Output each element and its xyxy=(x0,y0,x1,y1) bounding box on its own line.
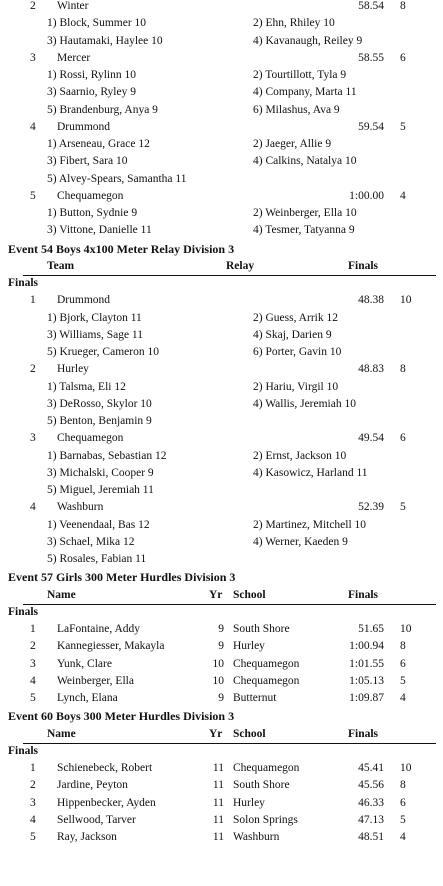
event54-section xyxy=(0,275,443,292)
relay-member: 4) Company, Marta 11 xyxy=(253,86,357,99)
athlete-name: Weinberger, Ella xyxy=(57,674,134,687)
event60-title xyxy=(0,708,443,725)
finals-time: 51.65 xyxy=(358,623,384,635)
year: 11 xyxy=(212,762,224,774)
event54-0-member-row xyxy=(0,310,443,327)
place: 5 xyxy=(30,189,36,202)
event54-header xyxy=(23,258,436,276)
team-name: Chequamegon xyxy=(57,189,124,202)
relay-member: 4) Werner, Kaeden 9 xyxy=(253,535,348,548)
col-school: School xyxy=(233,727,266,740)
event54-1-member-row xyxy=(0,379,443,396)
relay-member: 4) Kavanaugh, Reiley 9 xyxy=(253,34,363,47)
athlete-name: Kannegiesser, Makayla xyxy=(57,640,165,653)
points: 6 xyxy=(400,796,406,809)
year: 11 xyxy=(212,779,224,792)
year: 11 xyxy=(212,831,224,843)
continued-relay-1-member-row xyxy=(0,102,443,119)
team-name: Drummond xyxy=(57,120,111,133)
finals-time: 49.54 xyxy=(358,432,384,445)
event57-result-row xyxy=(0,690,443,707)
relay-member: 3) Fibert, Sara 10 xyxy=(47,155,128,168)
col-finals: Finals xyxy=(348,727,379,740)
event54-3-member-row xyxy=(0,517,443,534)
place: 3 xyxy=(30,796,36,809)
points: 8 xyxy=(400,779,406,792)
relay-member: 2) Hariu, Virgil 10 xyxy=(253,380,339,393)
place: 4 xyxy=(30,501,36,514)
finals-time: 1:01.55 xyxy=(349,657,384,670)
team-name: Hurley xyxy=(57,363,89,376)
finals-time: 1:09.87 xyxy=(349,692,384,704)
col-yr: Yr xyxy=(209,588,223,601)
points: 6 xyxy=(400,657,406,670)
relay-member: 4) Wallis, Jeremiah 10 xyxy=(253,397,356,410)
school: Chequamegon xyxy=(233,674,300,687)
athlete-name: Sellwood, Tarver xyxy=(57,813,136,826)
team-name: Drummond xyxy=(57,294,111,307)
place: 4 xyxy=(30,120,36,133)
relay-member: 3) Williams, Sage 11 xyxy=(47,328,143,341)
place: 3 xyxy=(30,51,36,64)
col-yr: Yr xyxy=(209,727,223,740)
relay-member: 4) Kasowicz, Harland 11 xyxy=(253,466,368,479)
finals-time: 1:05.13 xyxy=(349,674,384,687)
continued-relay-0-member-row xyxy=(0,33,443,50)
event54-3-member-row xyxy=(0,551,443,568)
place: 2 xyxy=(30,363,36,376)
relay-member: 1) Bjork, Clayton 11 xyxy=(47,311,142,324)
points: 6 xyxy=(400,51,406,64)
col-name: Name xyxy=(47,588,76,601)
event54-3-member-row xyxy=(0,534,443,551)
finals-time: 58.55 xyxy=(358,51,384,64)
col-school: School xyxy=(233,588,266,601)
athlete-name: LaFontaine, Addy xyxy=(57,623,141,635)
relay-member: 1) Arseneau, Grace 12 xyxy=(47,138,150,150)
continued-relay-1-member-row xyxy=(0,67,443,84)
place: 4 xyxy=(30,674,36,687)
event54-1-member-row xyxy=(0,396,443,413)
event57-result-row xyxy=(0,638,443,655)
continued-relay-2-member-row xyxy=(0,153,443,170)
school: Chequamegon xyxy=(233,762,300,774)
points: 10 xyxy=(400,623,412,635)
finals-time: 48.51 xyxy=(358,831,384,843)
school: Chequamegon xyxy=(233,657,300,670)
team-name: Winter xyxy=(57,0,89,12)
relay-member: 3) Hautamaki, Haylee 10 xyxy=(47,34,163,47)
relay-member: 4) Calkins, Natalya 10 xyxy=(253,155,357,168)
place: 2 xyxy=(30,640,36,653)
place: 3 xyxy=(30,657,36,670)
place: 1 xyxy=(30,294,36,307)
relay-member: 5) Krueger, Cameron 10 xyxy=(47,346,159,358)
relay-member: 1) Barnabas, Sebastian 12 xyxy=(47,449,167,462)
year: 11 xyxy=(212,796,224,809)
event54-2-team-row xyxy=(0,430,443,447)
school: South Shore xyxy=(233,779,290,792)
team-name: Chequamegon xyxy=(57,432,124,445)
athlete-name: Ray, Jackson xyxy=(57,831,117,843)
continued-relay-2-member-row xyxy=(0,171,443,188)
team-name: Mercer xyxy=(57,51,91,64)
athlete-name: Lynch, Elana xyxy=(57,692,118,704)
team-name: Washburn xyxy=(57,501,104,514)
event60-result-row xyxy=(0,829,443,846)
event54-2-member-row xyxy=(0,448,443,465)
points: 5 xyxy=(400,501,406,514)
event57-result-row xyxy=(0,673,443,690)
relay-member: 6) Milashus, Ava 9 xyxy=(253,103,340,116)
event54-1-team-row xyxy=(0,361,443,378)
relay-member: 3) Michalski, Cooper 9 xyxy=(47,466,154,479)
athlete-name: Yunk, Clare xyxy=(57,657,112,670)
points: 6 xyxy=(400,432,406,445)
relay-member: 1) Button, Sydnie 9 xyxy=(47,207,138,219)
continued-relay-3-member-row xyxy=(0,205,443,222)
event60-result-row xyxy=(0,777,443,794)
school: Solon Springs xyxy=(233,813,298,826)
points: 8 xyxy=(400,0,406,12)
points: 4 xyxy=(400,831,406,843)
event54-0-member-row xyxy=(0,327,443,344)
athlete-name: Jardine, Peyton xyxy=(57,779,128,792)
finals-time: 45.56 xyxy=(358,779,384,792)
event54-3-team-row xyxy=(0,499,443,516)
place: 5 xyxy=(30,692,36,704)
relay-member: 1) Block, Summer 10 xyxy=(47,17,147,30)
points: 8 xyxy=(400,640,406,653)
event-title: Event 54 Boys 4x100 Meter Relay Division 3 xyxy=(8,241,235,256)
relay-member: 3) Schael, Mika 12 xyxy=(47,535,135,548)
relay-member: 5) Miguel, Jeremiah 11 xyxy=(47,484,154,496)
finals-time: 52.39 xyxy=(358,501,384,514)
relay-member: 2) Ernst, Jackson 10 xyxy=(253,449,347,462)
event54-2-member-row xyxy=(0,465,443,482)
event60-result-row xyxy=(0,812,443,829)
relay-member: 2) Jaeger, Allie 9 xyxy=(253,138,332,150)
finals-time: 58.54 xyxy=(358,0,384,12)
place: 1 xyxy=(30,623,36,635)
place: 4 xyxy=(30,813,36,826)
event57-result-row xyxy=(0,621,443,638)
points: 5 xyxy=(400,120,406,133)
relay-member: 3) DeRosso, Skylor 10 xyxy=(47,397,152,410)
place: 1 xyxy=(30,762,36,774)
continued-relay-3-team-row xyxy=(0,188,443,205)
athlete-name: Schienebeck, Robert xyxy=(57,762,153,774)
school: Butternut xyxy=(233,692,277,704)
event54-0-member-row xyxy=(0,344,443,361)
points: 5 xyxy=(400,813,406,826)
finals-time: 1:00.94 xyxy=(349,640,384,653)
year: 9 xyxy=(218,692,224,704)
continued-relay-0-team-row xyxy=(0,0,443,15)
event60-result-row xyxy=(0,795,443,812)
relay-member: 5) Benton, Benjamin 9 xyxy=(47,415,152,427)
school: South Shore xyxy=(233,623,290,635)
athlete-name: Hippenbecker, Ayden xyxy=(57,796,156,809)
relay-member: 3) Saarnio, Ryley 9 xyxy=(47,86,136,99)
relay-member: 5) Alvey-Spears, Samantha 11 xyxy=(47,172,187,185)
event54-1-member-row xyxy=(0,413,443,430)
relay-member: 2) Martinez, Mitchell 10 xyxy=(253,518,367,531)
relay-member: 3) Vittone, Danielle 11 xyxy=(47,224,152,237)
school: Hurley xyxy=(233,640,265,653)
event-title: Event 60 Boys 300 Meter Hurdles Division 3 xyxy=(8,709,235,724)
place: 5 xyxy=(30,831,36,843)
finals-time: 45.41 xyxy=(358,762,384,774)
relay-member: 5) Brandenburg, Anya 9 xyxy=(47,103,158,116)
year: 11 xyxy=(212,813,224,826)
event54-title xyxy=(0,241,443,258)
event60-result-row xyxy=(0,760,443,777)
section-label: Finals xyxy=(8,744,39,757)
continued-relay-2-member-row xyxy=(0,136,443,153)
section-label: Finals xyxy=(8,605,39,618)
col-relay: Relay xyxy=(226,259,255,272)
continued-relay-1-team-row xyxy=(0,50,443,67)
finals-time: 59.54 xyxy=(358,120,384,133)
points: 4 xyxy=(400,189,406,202)
event54-2-member-row xyxy=(0,482,443,499)
finals-time: 48.38 xyxy=(358,294,384,307)
relay-member: 4) Tesmer, Tatyanna 9 xyxy=(253,224,355,237)
col-name: Name xyxy=(47,727,76,740)
school: Hurley xyxy=(233,796,265,809)
relay-member: 1) Rossi, Rylinn 10 xyxy=(47,69,136,81)
place: 2 xyxy=(30,779,36,792)
col-finals: Finals xyxy=(348,259,379,272)
event57-header xyxy=(23,587,436,605)
place: 2 xyxy=(30,0,36,12)
place: 3 xyxy=(30,432,36,445)
finals-time: 1:00.00 xyxy=(349,189,384,202)
finals-time: 47.13 xyxy=(358,813,384,826)
event54-0-team-row xyxy=(0,292,443,309)
points: 5 xyxy=(400,674,406,687)
event57-title xyxy=(0,569,443,586)
continued-relay-1-member-row xyxy=(0,84,443,101)
points: 10 xyxy=(400,294,412,307)
continued-relay-3-member-row xyxy=(0,222,443,239)
relay-member: 2) Guess, Arrik 12 xyxy=(253,311,338,324)
year: 9 xyxy=(218,640,224,653)
points: 10 xyxy=(400,762,412,774)
continued-relay-0-member-row xyxy=(0,15,443,32)
year: 9 xyxy=(218,623,224,635)
relay-member: 5) Rosales, Fabian 11 xyxy=(47,553,147,565)
event-title: Event 57 Girls 300 Meter Hurdles Division 3 xyxy=(8,570,236,585)
event60-header xyxy=(23,726,436,744)
finals-time: 48.83 xyxy=(358,363,384,376)
event57-section xyxy=(0,604,443,621)
year: 10 xyxy=(212,674,224,687)
relay-member: 6) Porter, Gavin 10 xyxy=(253,346,342,358)
relay-member: 4) Skaj, Darien 9 xyxy=(253,328,332,341)
event60-section xyxy=(0,743,443,760)
school: Washburn xyxy=(233,831,280,843)
relay-member: 2) Weinberger, Ella 10 xyxy=(253,207,357,219)
section-label: Finals xyxy=(8,277,39,289)
event57-result-row xyxy=(0,656,443,673)
relay-member: 2) Tourtillott, Tyla 9 xyxy=(253,69,347,81)
continued-relay-2-team-row xyxy=(0,119,443,136)
col-finals: Finals xyxy=(348,588,379,601)
relay-member: 2) Ehn, Rhiley 10 xyxy=(253,17,335,30)
points: 8 xyxy=(400,363,406,376)
finals-time: 46.33 xyxy=(358,796,384,809)
relay-member: 1) Veenendaal, Bas 12 xyxy=(47,518,150,531)
relay-member: 1) Talsma, Eli 12 xyxy=(47,380,126,393)
col-team: Team xyxy=(47,259,75,272)
points: 4 xyxy=(400,692,406,704)
year: 10 xyxy=(212,657,224,670)
